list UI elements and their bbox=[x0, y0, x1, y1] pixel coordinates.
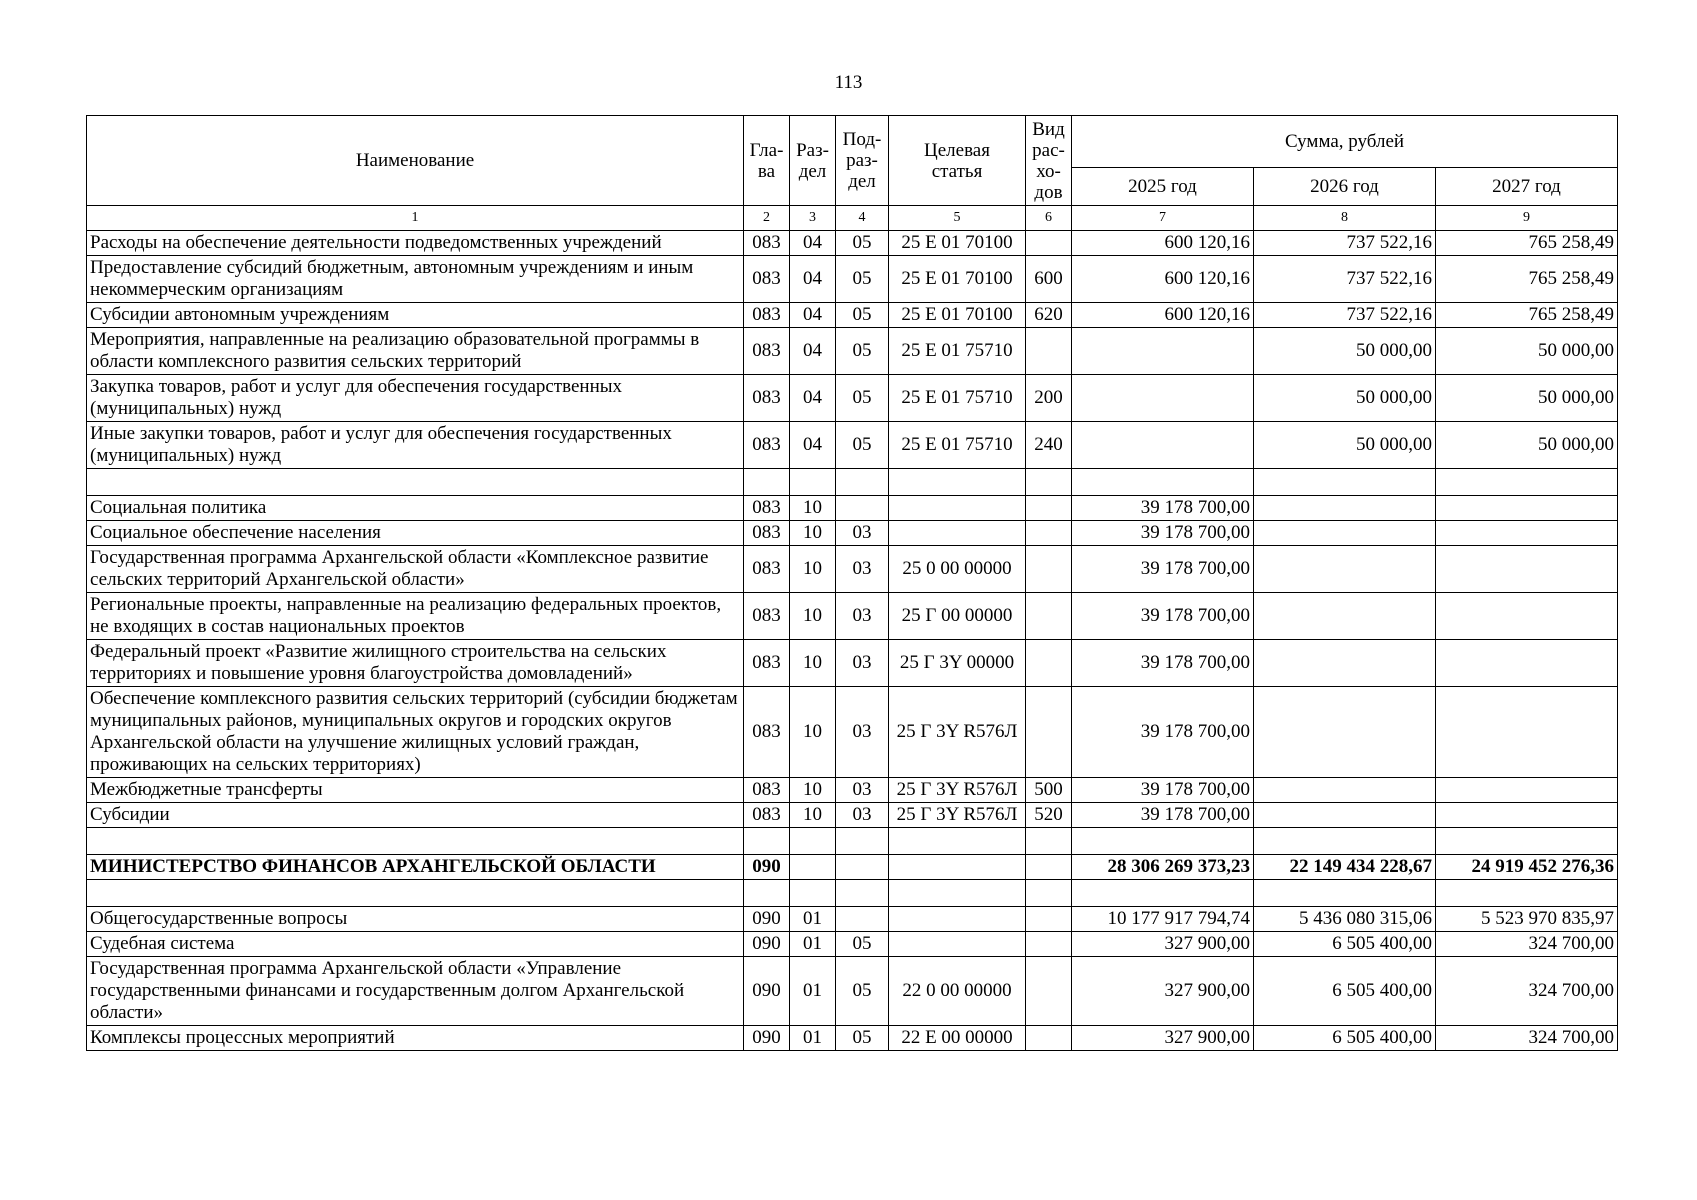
empty-row bbox=[87, 880, 1618, 907]
row-glava: 083 bbox=[744, 496, 790, 521]
column-index: 5 bbox=[889, 206, 1026, 231]
row-sum-2026 bbox=[1254, 803, 1436, 828]
empty-cell bbox=[889, 469, 1026, 496]
row-target-article bbox=[889, 932, 1026, 957]
row-target-article bbox=[889, 907, 1026, 932]
empty-cell bbox=[87, 828, 744, 855]
row-target-article: 25 Г 00 00000 bbox=[889, 593, 1026, 640]
column-index: 8 bbox=[1254, 206, 1436, 231]
header-vid bbox=[1026, 116, 1072, 206]
row-sum-2025: 327 900,00 bbox=[1072, 1026, 1254, 1051]
row-sum-2026: 50 000,00 bbox=[1254, 375, 1436, 422]
row-podrazdel: 05 bbox=[836, 231, 889, 256]
row-target-article: 25 Е 01 75710 bbox=[889, 328, 1026, 375]
header-sum: Сумма, рублей bbox=[1072, 116, 1618, 168]
row-sum-2027: 324 700,00 bbox=[1436, 932, 1618, 957]
row-sum-2025: 10 177 917 794,74 bbox=[1072, 907, 1254, 932]
row-sum-2026: 50 000,00 bbox=[1254, 328, 1436, 375]
column-index: 2 bbox=[744, 206, 790, 231]
row-podrazdel: 03 bbox=[836, 546, 889, 593]
empty-row bbox=[87, 469, 1618, 496]
row-sum-2025 bbox=[1072, 375, 1254, 422]
row-target-article: 25 Е 01 70100 bbox=[889, 231, 1026, 256]
empty-cell bbox=[744, 469, 790, 496]
row-podrazdel: 03 bbox=[836, 593, 889, 640]
row-podrazdel: 03 bbox=[836, 778, 889, 803]
column-index: 4 bbox=[836, 206, 889, 231]
row-glava: 083 bbox=[744, 640, 790, 687]
row-expense-type bbox=[1026, 328, 1072, 375]
row-razdel: 04 bbox=[790, 231, 836, 256]
table-row bbox=[87, 687, 1618, 778]
row-sum-2025 bbox=[1072, 328, 1254, 375]
row-expense-type bbox=[1026, 496, 1072, 521]
row-expense-type bbox=[1026, 521, 1072, 546]
row-sum-2026: 50 000,00 bbox=[1254, 422, 1436, 469]
row-glava: 083 bbox=[744, 546, 790, 593]
empty-cell bbox=[1436, 469, 1618, 496]
row-target-article: 25 0 00 00000 bbox=[889, 546, 1026, 593]
empty-cell bbox=[87, 469, 744, 496]
empty-cell bbox=[1436, 828, 1618, 855]
row-sum-2026 bbox=[1254, 521, 1436, 546]
row-podrazdel: 05 bbox=[836, 328, 889, 375]
row-razdel: 10 bbox=[790, 546, 836, 593]
row-glava: 083 bbox=[744, 256, 790, 303]
table-row bbox=[87, 640, 1618, 687]
header-podrazdel-text: Под- раз- дел bbox=[842, 129, 882, 192]
table-row bbox=[87, 907, 1618, 932]
header-glava bbox=[744, 116, 790, 206]
row-target-article: 25 Г 3Y R576Л bbox=[889, 687, 1026, 778]
row-expense-type: 500 bbox=[1026, 778, 1072, 803]
row-podrazdel bbox=[836, 496, 889, 521]
row-podrazdel: 03 bbox=[836, 687, 889, 778]
row-sum-2025 bbox=[1072, 422, 1254, 469]
header-target-text: Целевая статья bbox=[924, 139, 990, 182]
empty-cell bbox=[889, 828, 1026, 855]
row-expense-type bbox=[1026, 957, 1072, 1026]
row-expense-type bbox=[1026, 855, 1072, 880]
row-razdel: 04 bbox=[790, 422, 836, 469]
row-glava: 083 bbox=[744, 778, 790, 803]
empty-cell bbox=[836, 828, 889, 855]
row-sum-2025: 39 178 700,00 bbox=[1072, 803, 1254, 828]
table-row bbox=[87, 932, 1618, 957]
row-sum-2026: 22 149 434 228,67 bbox=[1254, 855, 1436, 880]
table-body bbox=[87, 231, 1618, 1051]
row-name: Общегосударственные вопросы bbox=[87, 907, 744, 932]
row-sum-2026: 6 505 400,00 bbox=[1254, 932, 1436, 957]
row-podrazdel: 03 bbox=[836, 521, 889, 546]
empty-cell bbox=[1072, 880, 1254, 907]
empty-cell bbox=[1072, 828, 1254, 855]
row-name: Субсидии bbox=[87, 803, 744, 828]
row-name: Закупка товаров, работ и услуг для обеспечения государственных (муниципальных) нужд bbox=[87, 375, 744, 422]
table-row bbox=[87, 231, 1618, 256]
row-sum-2026: 6 505 400,00 bbox=[1254, 957, 1436, 1026]
header-glava-text: Гла- ва bbox=[749, 139, 784, 182]
column-index: 3 bbox=[790, 206, 836, 231]
table-row bbox=[87, 803, 1618, 828]
row-razdel: 10 bbox=[790, 593, 836, 640]
row-sum-2025: 600 120,16 bbox=[1072, 303, 1254, 328]
row-sum-2027: 324 700,00 bbox=[1436, 957, 1618, 1026]
row-sum-2025: 39 178 700,00 bbox=[1072, 546, 1254, 593]
row-podrazdel: 05 bbox=[836, 375, 889, 422]
row-name: Социальная политика bbox=[87, 496, 744, 521]
column-index: 7 bbox=[1072, 206, 1254, 231]
table-row bbox=[87, 593, 1618, 640]
row-sum-2025: 327 900,00 bbox=[1072, 957, 1254, 1026]
row-sum-2025: 39 178 700,00 bbox=[1072, 496, 1254, 521]
row-sum-2027: 24 919 452 276,36 bbox=[1436, 855, 1618, 880]
row-name: Государственная программа Архангельской области «Комплексное развитие сельских территорий Архангельской области» bbox=[87, 546, 744, 593]
row-sum-2027: 765 258,49 bbox=[1436, 303, 1618, 328]
row-expense-type: 240 bbox=[1026, 422, 1072, 469]
row-sum-2027 bbox=[1436, 778, 1618, 803]
row-razdel: 10 bbox=[790, 687, 836, 778]
header-year-2025: 2025 год bbox=[1072, 168, 1254, 206]
row-name: Социальное обеспечение населения bbox=[87, 521, 744, 546]
row-sum-2025: 600 120,16 bbox=[1072, 256, 1254, 303]
row-sum-2025: 39 178 700,00 bbox=[1072, 593, 1254, 640]
row-sum-2025: 327 900,00 bbox=[1072, 932, 1254, 957]
row-razdel: 04 bbox=[790, 303, 836, 328]
row-expense-type bbox=[1026, 907, 1072, 932]
row-glava: 083 bbox=[744, 422, 790, 469]
row-sum-2025: 39 178 700,00 bbox=[1072, 640, 1254, 687]
row-glava: 090 bbox=[744, 1026, 790, 1051]
row-target-article: 25 Г 3Y R576Л bbox=[889, 778, 1026, 803]
row-sum-2027: 324 700,00 bbox=[1436, 1026, 1618, 1051]
row-razdel: 01 bbox=[790, 932, 836, 957]
row-sum-2027: 5 523 970 835,97 bbox=[1436, 907, 1618, 932]
row-expense-type bbox=[1026, 593, 1072, 640]
row-podrazdel: 05 bbox=[836, 256, 889, 303]
row-podrazdel: 05 bbox=[836, 422, 889, 469]
table-row bbox=[87, 496, 1618, 521]
row-name: Государственная программа Архангельской области «Управление государственными финансами и государственным долгом Архангельской области» bbox=[87, 957, 744, 1026]
row-sum-2026 bbox=[1254, 496, 1436, 521]
row-glava: 090 bbox=[744, 932, 790, 957]
row-name: Межбюджетные трансферты bbox=[87, 778, 744, 803]
column-index: 1 bbox=[87, 206, 744, 231]
row-sum-2026: 5 436 080 315,06 bbox=[1254, 907, 1436, 932]
row-name: Комплексы процессных мероприятий bbox=[87, 1026, 744, 1051]
row-target-article: 25 Е 01 70100 bbox=[889, 256, 1026, 303]
table-row bbox=[87, 328, 1618, 375]
row-sum-2027 bbox=[1436, 496, 1618, 521]
row-expense-type: 620 bbox=[1026, 303, 1072, 328]
row-razdel: 01 bbox=[790, 907, 836, 932]
row-glava: 090 bbox=[744, 855, 790, 880]
row-sum-2027: 765 258,49 bbox=[1436, 256, 1618, 303]
empty-cell bbox=[1026, 469, 1072, 496]
row-target-article: 25 Е 01 75710 bbox=[889, 422, 1026, 469]
row-target-article: 25 Г 3Y 00000 bbox=[889, 640, 1026, 687]
row-sum-2027: 765 258,49 bbox=[1436, 231, 1618, 256]
empty-cell bbox=[836, 469, 889, 496]
table-row bbox=[87, 855, 1618, 880]
row-sum-2027: 50 000,00 bbox=[1436, 375, 1618, 422]
row-sum-2027: 50 000,00 bbox=[1436, 422, 1618, 469]
row-name: Расходы на обеспечение деятельности подведомственных учреждений bbox=[87, 231, 744, 256]
row-expense-type: 200 bbox=[1026, 375, 1072, 422]
row-glava: 090 bbox=[744, 907, 790, 932]
row-target-article: 22 0 00 00000 bbox=[889, 957, 1026, 1026]
row-razdel: 10 bbox=[790, 803, 836, 828]
row-expense-type bbox=[1026, 1026, 1072, 1051]
row-glava: 083 bbox=[744, 375, 790, 422]
row-podrazdel: 03 bbox=[836, 640, 889, 687]
empty-row bbox=[87, 828, 1618, 855]
row-sum-2026 bbox=[1254, 593, 1436, 640]
empty-cell bbox=[1436, 880, 1618, 907]
table-row bbox=[87, 1026, 1618, 1051]
row-razdel: 10 bbox=[790, 496, 836, 521]
row-razdel: 01 bbox=[790, 957, 836, 1026]
row-name: Иные закупки товаров, работ и услуг для обеспечения государственных (муниципальных) нужд bbox=[87, 422, 744, 469]
table-row bbox=[87, 778, 1618, 803]
header-name: Наименование bbox=[87, 116, 744, 206]
empty-cell bbox=[1254, 880, 1436, 907]
row-expense-type bbox=[1026, 687, 1072, 778]
empty-cell bbox=[889, 880, 1026, 907]
empty-cell bbox=[744, 828, 790, 855]
header-year-2027: 2027 год bbox=[1436, 168, 1618, 206]
empty-cell bbox=[790, 828, 836, 855]
table-row bbox=[87, 303, 1618, 328]
row-glava: 090 bbox=[744, 957, 790, 1026]
row-sum-2027 bbox=[1436, 593, 1618, 640]
row-razdel: 10 bbox=[790, 778, 836, 803]
row-glava: 083 bbox=[744, 231, 790, 256]
row-razdel bbox=[790, 855, 836, 880]
row-target-article: 25 Г 3Y R576Л bbox=[889, 803, 1026, 828]
row-podrazdel: 05 bbox=[836, 1026, 889, 1051]
row-sum-2026 bbox=[1254, 640, 1436, 687]
row-glava: 083 bbox=[744, 593, 790, 640]
row-razdel: 04 bbox=[790, 256, 836, 303]
row-expense-type: 520 bbox=[1026, 803, 1072, 828]
column-index: 6 bbox=[1026, 206, 1072, 231]
table-row bbox=[87, 546, 1618, 593]
row-expense-type: 600 bbox=[1026, 256, 1072, 303]
row-sum-2027 bbox=[1436, 687, 1618, 778]
row-glava: 083 bbox=[744, 803, 790, 828]
row-expense-type bbox=[1026, 546, 1072, 593]
row-name: Федеральный проект «Развитие жилищного строительства на сельских территориях и повышение уровня благоустройства домовладений» bbox=[87, 640, 744, 687]
row-podrazdel: 03 bbox=[836, 803, 889, 828]
row-glava: 083 bbox=[744, 521, 790, 546]
row-sum-2026: 737 522,16 bbox=[1254, 231, 1436, 256]
row-sum-2025: 600 120,16 bbox=[1072, 231, 1254, 256]
row-sum-2025: 28 306 269 373,23 bbox=[1072, 855, 1254, 880]
row-name: Мероприятия, направленные на реализацию образовательной программы в области комплексного развития сельских территорий bbox=[87, 328, 744, 375]
row-podrazdel bbox=[836, 907, 889, 932]
row-target-article: 25 Е 01 70100 bbox=[889, 303, 1026, 328]
row-sum-2026: 737 522,16 bbox=[1254, 256, 1436, 303]
row-podrazdel bbox=[836, 855, 889, 880]
row-name: Региональные проекты, направленные на реализацию федеральных проектов, не входящих в состав национальных проектов bbox=[87, 593, 744, 640]
row-name: МИНИСТЕРСТВО ФИНАНСОВ АРХАНГЕЛЬСКОЙ ОБЛАСТИ bbox=[87, 855, 744, 880]
table-row bbox=[87, 957, 1618, 1026]
row-name: Обеспечение комплексного развития сельских территорий (субсидии бюджетам муниципальных районов, муниципальных округов и городских округов Архангельской области на улучшение жилищных условий граждан, проживающих на сельских территориях) bbox=[87, 687, 744, 778]
row-expense-type bbox=[1026, 932, 1072, 957]
table-row bbox=[87, 256, 1618, 303]
row-glava: 083 bbox=[744, 328, 790, 375]
empty-cell bbox=[744, 880, 790, 907]
row-expense-type bbox=[1026, 231, 1072, 256]
row-glava: 083 bbox=[744, 687, 790, 778]
row-sum-2026: 737 522,16 bbox=[1254, 303, 1436, 328]
row-razdel: 10 bbox=[790, 640, 836, 687]
row-razdel: 04 bbox=[790, 375, 836, 422]
column-index: 9 bbox=[1436, 206, 1618, 231]
row-sum-2026 bbox=[1254, 687, 1436, 778]
row-name: Субсидии автономным учреждениям bbox=[87, 303, 744, 328]
header-razdel-text: Раз- дел bbox=[796, 139, 829, 182]
column-index-row bbox=[87, 206, 1618, 231]
row-razdel: 10 bbox=[790, 521, 836, 546]
header-podrazdel bbox=[836, 116, 889, 206]
row-razdel: 04 bbox=[790, 328, 836, 375]
header-vid-text: Вид рас- хо- дов bbox=[1032, 118, 1065, 203]
table-row bbox=[87, 521, 1618, 546]
header-target bbox=[889, 116, 1026, 206]
row-razdel: 01 bbox=[790, 1026, 836, 1051]
header-razdel bbox=[790, 116, 836, 206]
empty-cell bbox=[1026, 828, 1072, 855]
row-sum-2027 bbox=[1436, 521, 1618, 546]
row-sum-2027: 50 000,00 bbox=[1436, 328, 1618, 375]
row-sum-2025: 39 178 700,00 bbox=[1072, 521, 1254, 546]
table-row bbox=[87, 422, 1618, 469]
row-target-article bbox=[889, 521, 1026, 546]
row-sum-2026: 6 505 400,00 bbox=[1254, 1026, 1436, 1051]
empty-cell bbox=[1254, 828, 1436, 855]
empty-cell bbox=[790, 880, 836, 907]
row-sum-2027 bbox=[1436, 640, 1618, 687]
table-row bbox=[87, 375, 1618, 422]
row-sum-2025: 39 178 700,00 bbox=[1072, 687, 1254, 778]
row-name: Предоставление субсидий бюджетным, автономным учреждениям и иным некоммерческим организациям bbox=[87, 256, 744, 303]
row-podrazdel: 05 bbox=[836, 303, 889, 328]
empty-cell bbox=[1254, 469, 1436, 496]
row-podrazdel: 05 bbox=[836, 932, 889, 957]
row-target-article: 25 Е 01 75710 bbox=[889, 375, 1026, 422]
row-glava: 083 bbox=[744, 303, 790, 328]
empty-cell bbox=[87, 880, 744, 907]
row-target-article bbox=[889, 855, 1026, 880]
empty-cell bbox=[790, 469, 836, 496]
row-expense-type bbox=[1026, 640, 1072, 687]
row-sum-2027 bbox=[1436, 546, 1618, 593]
row-target-article: 22 Е 00 00000 bbox=[889, 1026, 1026, 1051]
header-year-2026: 2026 год bbox=[1254, 168, 1436, 206]
page-number: 113 bbox=[834, 72, 863, 93]
row-sum-2027 bbox=[1436, 803, 1618, 828]
row-sum-2025: 39 178 700,00 bbox=[1072, 778, 1254, 803]
row-name: Судебная система bbox=[87, 932, 744, 957]
row-target-article bbox=[889, 496, 1026, 521]
empty-cell bbox=[1072, 469, 1254, 496]
budget-table bbox=[86, 115, 1618, 1051]
empty-cell bbox=[1026, 880, 1072, 907]
row-sum-2026 bbox=[1254, 778, 1436, 803]
row-podrazdel: 05 bbox=[836, 957, 889, 1026]
empty-cell bbox=[836, 880, 889, 907]
row-sum-2026 bbox=[1254, 546, 1436, 593]
